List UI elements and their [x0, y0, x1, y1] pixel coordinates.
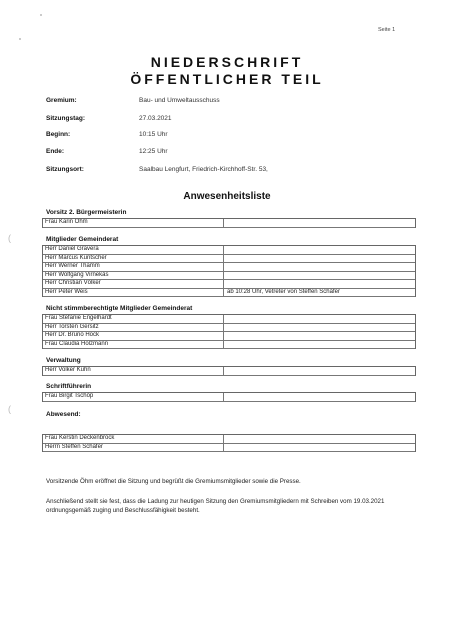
page-number: Seite 1 — [378, 27, 396, 33]
attendee-note — [224, 444, 415, 452]
body-paragraph: Anschließend stellt sie fest, dass die Ladung zur heutigen Sitzung den Gremiumsmitgliedern mit Schreiben vom 19.03.2021 ordnungsgemäß zuging und Beschlussfähigkeit besteht. — [46, 498, 385, 514]
attendee-name: Herr Christian Völker — [43, 280, 224, 288]
table-row — [43, 272, 415, 281]
scan-mark: ( — [8, 404, 11, 414]
attendee-note — [224, 341, 415, 349]
attendee-name: Herr Werner Thamm — [43, 263, 224, 271]
attendee-note — [224, 272, 415, 280]
table-row — [43, 367, 415, 376]
attendance-table-abwesend — [42, 434, 416, 452]
attendee-name: Frau Claudia Holzmann — [43, 341, 224, 349]
attendee-note — [224, 367, 415, 375]
table-row — [43, 263, 415, 272]
attendance-table-schriftfuehrerin — [42, 392, 416, 402]
attendee-note — [224, 435, 415, 443]
table-row — [43, 219, 415, 228]
attendance-heading: Anwesenheitsliste — [183, 191, 271, 202]
meta-label-gremium: Gremium: — [46, 97, 77, 104]
attendee-note — [224, 280, 415, 288]
attendee-name: Frau Karin Öhm — [43, 219, 224, 227]
table-row — [43, 341, 415, 350]
attendee-note: ab 10:28 Uhr, Vetreter von Steffen Schäfer — [227, 288, 340, 295]
attendee-name: Herr Marcus Kuntscher — [43, 255, 224, 263]
attendee-name: Herr Daniel Gravera — [43, 246, 224, 254]
meta-label-sitzungsort: Sitzungsort: — [46, 166, 84, 173]
attendee-note — [224, 255, 415, 263]
document-subtitle: ÖFFENTLICHER TEIL — [130, 71, 324, 87]
table-row — [43, 315, 415, 324]
table-row — [43, 280, 415, 289]
attendee-name: Frau Stefanie Engelhardt — [43, 315, 224, 323]
document-title: NIEDERSCHRIFT — [150, 54, 304, 70]
attendee-name: Herr Volker Kuhn — [43, 367, 224, 375]
meta-value-beginn: 10:15 Uhr — [139, 131, 168, 138]
attendee-note — [224, 263, 415, 271]
meta-label-beginn: Beginn: — [46, 131, 71, 138]
attendance-table-vorsitz — [42, 218, 416, 228]
attendee-name: Herrn Steffen Schäfer — [43, 444, 224, 452]
table-row — [43, 255, 415, 264]
table-row — [43, 289, 415, 298]
scan-speck — [19, 38, 21, 40]
attendee-name: Herr Peter Weis — [43, 289, 224, 297]
attendance-table-nicht-stimmberechtigt — [42, 314, 416, 349]
meta-label-sitzungstag: Sitzungstag: — [46, 115, 85, 122]
attendee-name: Herr Wolfgang Virnekäs — [43, 272, 224, 280]
table-row — [43, 332, 415, 341]
attendance-table-verwaltung — [42, 366, 416, 376]
attendee-name: Frau Birgit Tschöp — [43, 393, 224, 401]
attendee-note — [224, 324, 415, 332]
table-row — [43, 246, 415, 255]
table-row — [43, 324, 415, 333]
attendee-name: Herr Dr. Bruno Hock — [43, 332, 224, 340]
attendee-note — [224, 219, 415, 227]
attendee-name: Frau Kerstin Deckenbrock — [43, 435, 224, 443]
section-title-verwaltung: Verwaltung — [46, 357, 81, 364]
attendee-name: Herr Torsten Gersitz — [43, 324, 224, 332]
scan-speck — [40, 14, 42, 16]
meta-value-sitzungsort: Saalbau Lengfurt, Friedrich-Kirchhoff-Str. 53, — [139, 166, 268, 173]
table-row — [43, 444, 415, 453]
section-title-vorsitz: Vorsitz 2. Bürgermeisterin — [46, 209, 127, 216]
table-row — [43, 393, 415, 402]
attendee-note — [224, 246, 415, 254]
table-row — [43, 435, 415, 444]
meta-label-ende: Ende: — [46, 148, 65, 155]
attendee-note — [224, 393, 415, 401]
attendance-table-gemeinderat — [42, 245, 416, 297]
attendee-note — [224, 332, 415, 340]
section-title-abwesend: Abwesend: — [46, 411, 81, 418]
meta-value-ende: 12:25 Uhr — [139, 148, 168, 155]
section-title-schriftfuehrerin: Schriftführerin — [46, 383, 92, 390]
meta-value-gremium: Bau- und Umweltausschuss — [139, 97, 220, 104]
section-title-gemeinderat: Mitglieder Gemeinderat — [46, 236, 119, 243]
body-paragraph: Vorsitzende Öhm eröffnet die Sitzung und begrüßt die Gremiumsmitglieder sowie die Presse. — [46, 478, 301, 485]
meta-value-sitzungstag: 27.03.2021 — [139, 115, 172, 122]
section-title-nicht-stimmberechtigt: Nicht stimmberechtigte Mitglieder Gemeinderat — [46, 305, 193, 312]
scan-mark: ( — [8, 233, 11, 243]
attendee-note — [224, 315, 415, 323]
